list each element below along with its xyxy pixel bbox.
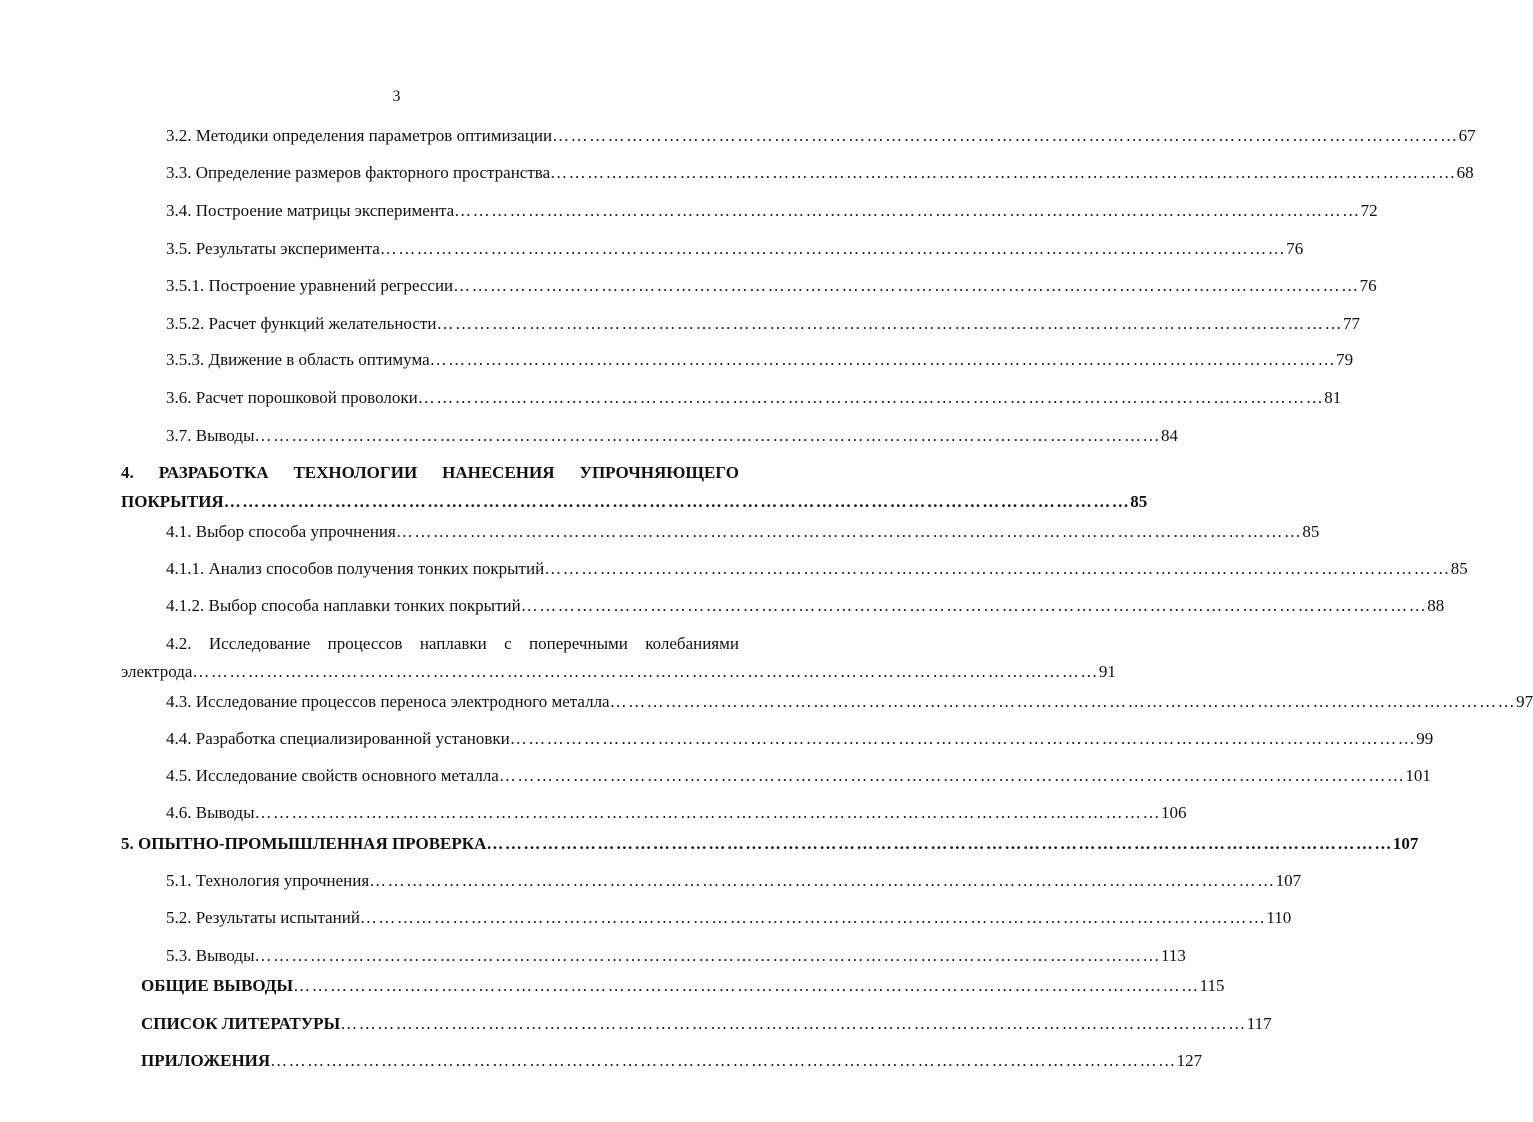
leader-dots: ………………………………………………………………………………………………………………………………… bbox=[609, 692, 1517, 711]
leader-dots: ………………………………………………………………………………………………………………………………… bbox=[359, 908, 1267, 927]
toc-entry-3-6 bbox=[166, 386, 1342, 410]
toc-entry-label: 4.1.1. Анализ способов получения тонких покрытий bbox=[166, 559, 545, 578]
leader-dots: ………………………………………………………………………………………………………………………………… bbox=[254, 426, 1162, 445]
leader-dots: ………………………………………………………………………………………………………………………………… bbox=[498, 766, 1406, 785]
toc-entry-chapter-5 bbox=[121, 832, 1419, 856]
leader-dots: ………………………………………………………………………………………………………………………………… bbox=[270, 1051, 1177, 1070]
toc-entry-page: 117 bbox=[1246, 1014, 1272, 1033]
toc-entry-3-5 bbox=[166, 237, 1304, 261]
toc-entry-label: 3.7. Выводы bbox=[166, 426, 255, 445]
toc-entry-label: 4.5. Исследование свойств основного металла bbox=[166, 766, 499, 785]
toc-entry-4-5 bbox=[166, 764, 1431, 788]
toc-entry-label: 5.3. Выводы bbox=[166, 946, 255, 965]
toc-entry-3-7 bbox=[166, 424, 1179, 448]
toc-entry-4-1-1 bbox=[166, 557, 1468, 581]
toc-entry-label: 3.5.3. Движение в область оптимума bbox=[166, 350, 430, 369]
toc-entry-page: 68 bbox=[1456, 163, 1474, 182]
toc-entry-page: 101 bbox=[1405, 766, 1431, 785]
section-4-2-heading: 4.2. Исследование процессов наплавки с поперечными колебаниями bbox=[166, 634, 739, 653]
toc-entry-page: 72 bbox=[1360, 201, 1378, 220]
leader-dots: ………………………………………………………………………………………………………………………………… bbox=[486, 834, 1393, 853]
toc-entry-general-conclusions bbox=[141, 974, 1225, 998]
leader-dots: ………………………………………………………………………………………………………………………………… bbox=[379, 239, 1287, 258]
toc-entry-label: 4.1. Выбор способа упрочнения bbox=[166, 522, 396, 541]
toc-entry-page: 76 bbox=[1286, 239, 1304, 258]
toc-entry-page: 107 bbox=[1275, 871, 1302, 890]
toc-entry-5-1 bbox=[166, 869, 1302, 893]
toc-entry-page: 110 bbox=[1266, 908, 1292, 927]
toc-entry-page: 106 bbox=[1161, 803, 1187, 822]
toc-entry-page: 127 bbox=[1176, 1051, 1203, 1070]
toc-entry-label: 5. ОПЫТНО-ПРОМЫШЛЕННАЯ ПРОВЕРКА bbox=[121, 834, 487, 853]
toc-entry-label: СПИСОК ЛИТЕРАТУРЫ bbox=[141, 1014, 341, 1033]
toc-entry-page: 77 bbox=[1342, 314, 1360, 333]
toc-entry-label: 5.2. Результаты испытаний bbox=[166, 908, 360, 927]
toc-entry-appendices bbox=[141, 1049, 1203, 1073]
toc-entry-chapter-4 bbox=[121, 490, 1148, 514]
toc-entry-page: 76 bbox=[1359, 276, 1377, 295]
toc-entry-label: 4.6. Выводы bbox=[166, 803, 255, 822]
toc-entry-page: 84 bbox=[1161, 426, 1179, 445]
toc-entry-label: 3.6. Расчет порошковой проволоки bbox=[166, 388, 418, 407]
page-number: 3 bbox=[392, 88, 401, 105]
toc-entry-page: 85 bbox=[1302, 522, 1320, 541]
toc-entry-4-1-2 bbox=[166, 594, 1445, 618]
leader-dots: ………………………………………………………………………………………………………………………………… bbox=[453, 276, 1360, 295]
toc-entry-page: 79 bbox=[1336, 350, 1354, 369]
toc-entry-3-2 bbox=[166, 124, 1476, 148]
toc-entry-page: 113 bbox=[1161, 946, 1186, 965]
toc-entry-page: 97 bbox=[1516, 692, 1533, 711]
leader-dots: ………………………………………………………………………………………………………………………………… bbox=[395, 522, 1303, 541]
toc-entry-5-2 bbox=[166, 906, 1292, 930]
leader-dots: ………………………………………………………………………………………………………………………………… bbox=[509, 729, 1417, 748]
toc-entry-4-3 bbox=[166, 690, 1533, 714]
toc-entry-4-2 bbox=[121, 660, 1116, 684]
chapter-4-heading: 4. РАЗРАБОТКА ТЕХНОЛОГИИ НАНЕСЕНИЯ УПРОЧНЯЮЩЕГО bbox=[121, 463, 739, 482]
toc-entry-label: ОБЩИЕ ВЫВОДЫ bbox=[141, 976, 294, 995]
leader-dots: ………………………………………………………………………………………………………………………………… bbox=[454, 201, 1361, 220]
toc-entry-label: ПОКРЫТИЯ bbox=[121, 492, 224, 511]
leader-dots: ………………………………………………………………………………………………………………………………… bbox=[254, 803, 1162, 822]
toc-entry-label: 3.3. Определение размеров факторного пространства bbox=[166, 163, 551, 182]
toc-entry-page: 85 bbox=[1130, 492, 1148, 511]
toc-entry-3-5-1 bbox=[166, 274, 1377, 298]
toc-entry-3-3 bbox=[166, 161, 1474, 185]
leader-dots: ………………………………………………………………………………………………………………………………… bbox=[544, 559, 1451, 578]
leader-dots: ………………………………………………………………………………………………………………………………… bbox=[520, 596, 1428, 615]
leader-dots: ………………………………………………………………………………………………………………………………… bbox=[550, 163, 1457, 182]
leader-dots: ………………………………………………………………………………………………………………………………… bbox=[369, 871, 1276, 890]
toc-entry-page: 99 bbox=[1416, 729, 1434, 748]
toc-entry-page: 115 bbox=[1199, 976, 1225, 995]
toc-entry-label: ПРИЛОЖЕНИЯ bbox=[141, 1051, 271, 1070]
toc-entry-page: 81 bbox=[1324, 388, 1342, 407]
leader-dots: ………………………………………………………………………………………………………………………………… bbox=[436, 314, 1343, 333]
toc-entry-page: 91 bbox=[1098, 662, 1116, 681]
leader-dots: ………………………………………………………………………………………………………………………………… bbox=[552, 126, 1459, 145]
toc-entry-label: 3.4. Построение матрицы эксперимента bbox=[166, 201, 455, 220]
toc-entry-label: 3.5.2. Расчет функций желательности bbox=[166, 314, 437, 333]
toc-entry-3-5-3 bbox=[166, 348, 1354, 372]
toc-entry-4-1 bbox=[166, 520, 1320, 544]
toc-entry-5-3 bbox=[166, 944, 1186, 968]
toc-entry-page: 88 bbox=[1427, 596, 1445, 615]
toc-entry-label: 3.5. Результаты эксперимента bbox=[166, 239, 380, 258]
toc-entry-3-4 bbox=[166, 199, 1378, 223]
toc-entry-label: электрода bbox=[121, 662, 193, 681]
leader-dots: ………………………………………………………………………………………………………………………………… bbox=[417, 388, 1325, 407]
leader-dots: ………………………………………………………………………………………………………………………………… bbox=[254, 946, 1162, 965]
toc-entry-label: 4.3. Исследование процессов переноса электродного металла bbox=[166, 692, 610, 711]
toc-entry-4-6 bbox=[166, 801, 1187, 825]
leader-dots: ………………………………………………………………………………………………………………………………… bbox=[340, 1014, 1247, 1033]
leader-dots: ………………………………………………………………………………………………………………………………… bbox=[223, 492, 1131, 511]
toc-entry-references bbox=[141, 1012, 1272, 1036]
toc-entry-page: 67 bbox=[1458, 126, 1476, 145]
toc-entry-label: 4.4. Разработка специализированной установки bbox=[166, 729, 510, 748]
toc-entry-page: 85 bbox=[1450, 559, 1468, 578]
leader-dots: ………………………………………………………………………………………………………………………………… bbox=[192, 662, 1099, 681]
leader-dots: ………………………………………………………………………………………………………………………………… bbox=[293, 976, 1200, 995]
toc-entry-label: 4.1.2. Выбор способа наплавки тонких покрытий bbox=[166, 596, 521, 615]
toc-entry-4-4 bbox=[166, 727, 1434, 751]
toc-entry-page: 107 bbox=[1392, 834, 1419, 853]
toc-entry-label: 3.5.1. Построение уравнений регрессии bbox=[166, 276, 454, 295]
leader-dots: ………………………………………………………………………………………………………………………………… bbox=[429, 350, 1337, 369]
toc-entry-label: 3.2. Методики определения параметров оптимизации bbox=[166, 126, 553, 145]
toc-entry-label: 5.1. Технология упрочнения bbox=[166, 871, 370, 890]
toc-entry-3-5-2 bbox=[166, 312, 1360, 336]
